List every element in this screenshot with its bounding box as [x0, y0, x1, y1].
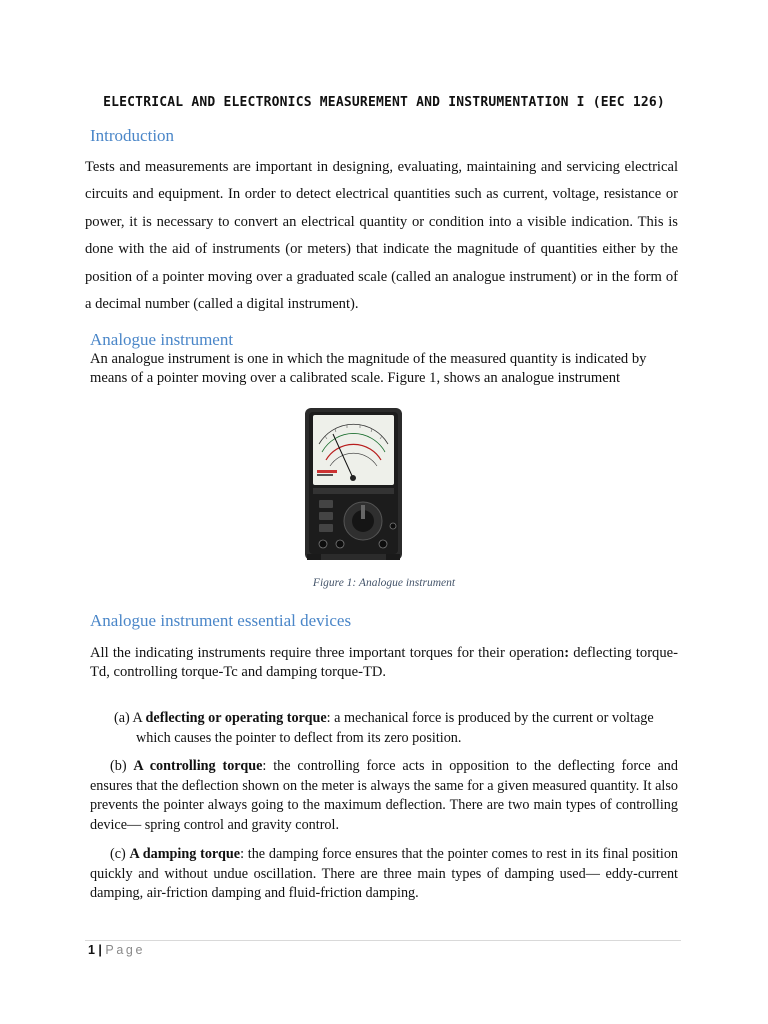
torque-intro-paragraph	[90, 644, 678, 681]
item-term: A damping torque	[129, 846, 241, 862]
item-text-continuation: which causes the pointer to deflect from its zero position.	[136, 729, 462, 746]
item-marker: (c)	[110, 846, 130, 862]
item-text: : a mechanical force is produced by the current or voltage	[326, 710, 654, 726]
torque-intro-text: All the indicating instruments require three important torques for their operation	[90, 645, 565, 661]
heading-essential-devices: Analogue instrument essential devices	[90, 611, 352, 630]
item-marker: (a) A	[114, 710, 146, 726]
torque-intro-colon: :	[564, 645, 570, 661]
analogue-paragraph: An analogue instrument is one in which the magnitude of the measured quantity is indicated by means of a pointer moving over a calibrated scale. Figure 1, shows an analogue instrument	[90, 351, 647, 386]
footer-separator: |	[94, 943, 106, 957]
item-marker: (b)	[110, 758, 134, 774]
document-title: ELECTRICAL AND ELECTRONICS MEASUREMENT AND INSTRUMENTATION I (EEC 126)	[103, 95, 665, 110]
list-item-controlling-torque	[90, 757, 678, 835]
page-footer	[88, 943, 145, 957]
analogue-multimeter-image	[305, 408, 402, 560]
item-term: A controlling torque	[133, 758, 263, 774]
page-label: Page	[105, 943, 145, 957]
item-term: deflecting or operating torque	[145, 710, 327, 726]
introduction-paragraph: Tests and measurements are important in designing, evaluating, maintaining and servicing electrical circuits and equipment. In order to detect electrical quantities such as current, voltage, resistance or power, it is necessary to convert an electrical quantity or condition into a visible indication. This is done with the aid of instruments (or meters) that indicate the magnitude of quantities either by the position of a pointer moving over a graduated scale (called an analogue instrument) or in the form of a decimal number (called a digital instrument).	[85, 159, 678, 313]
heading-introduction: Introduction	[90, 126, 175, 145]
item-text: : the controlling force acts in opposition to the deflecting force and ensures that the deflection shown on the meter is always the same for a given measured quantity. It also prevents the pointer always going to the maximum deflection. There are two main types of controlling device— spring control and gravity control.	[90, 758, 678, 833]
list-item-damping-torque	[90, 845, 678, 904]
list-item-deflecting-torque	[114, 709, 678, 748]
figure-caption: Figure 1: Analogue instrument	[312, 577, 456, 589]
page-number: 1	[88, 943, 95, 957]
heading-analogue-instrument: Analogue instrument	[90, 330, 234, 349]
footer-divider	[85, 940, 681, 941]
item-text: : the damping force ensures that the pointer comes to rest in its final position quickly and without undue oscillation. There are three main types of damping used— eddy-current damping, air-friction damping and fluid-friction damping.	[90, 846, 679, 902]
torque-intro-list: deflecting torque-Td, controlling torque-Tc and damping torque-TD.	[90, 645, 678, 680]
